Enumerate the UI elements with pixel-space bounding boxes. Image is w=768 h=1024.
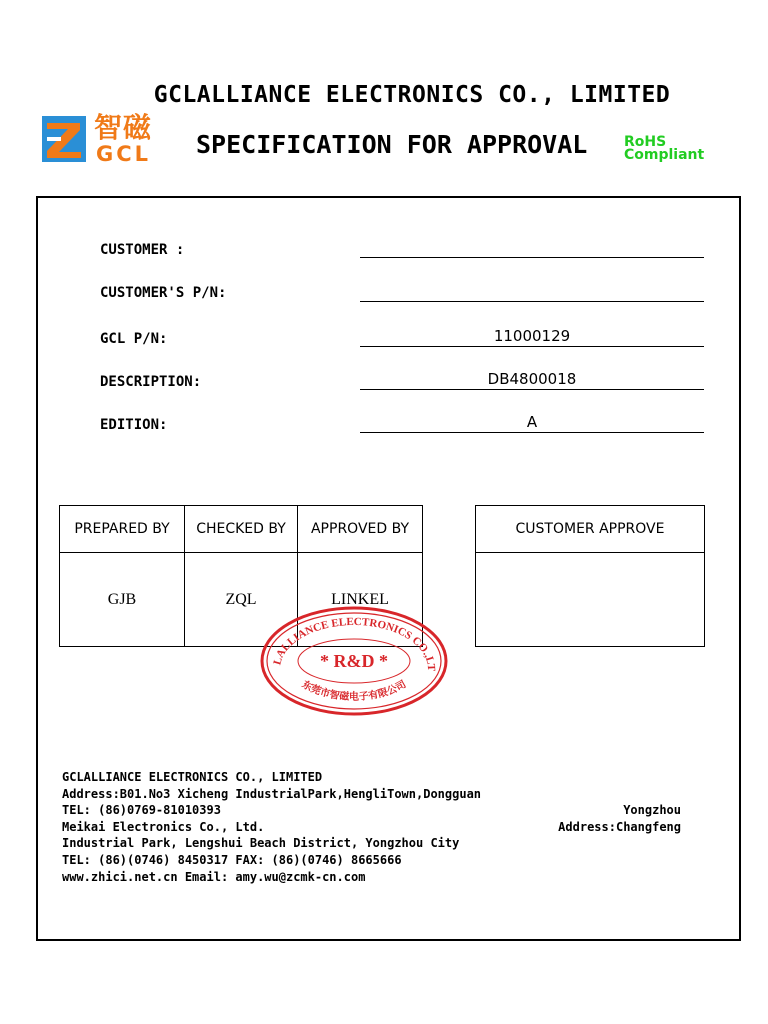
rohs-badge: [624, 136, 704, 162]
footer-address: Address:B01.No3 Xicheng IndustrialPark,HengliTown,Dongguan: [62, 787, 482, 801]
approved-by-value: LINKEL: [298, 553, 423, 647]
stamp-center-text: * R&D *: [320, 651, 388, 671]
customer-pn-line: [360, 301, 704, 302]
rd-stamp: [258, 605, 450, 717]
document-title: SPECIFICATION FOR APPROVAL: [196, 130, 588, 159]
footer-right-address: Address:Changfeng: [558, 820, 681, 834]
gcl-pn-line: [360, 346, 704, 347]
description-value: DB4800018: [487, 370, 577, 388]
footer-web-email: www.zhici.net.cn Email: amy.wu@zcmk-cn.com: [62, 870, 366, 884]
checked-by-header: CHECKED BY: [185, 506, 298, 553]
rohs-line1: RoHS: [624, 134, 667, 150]
checked-by-value: ZQL: [185, 553, 298, 647]
footer-tel: TEL: (86)0769-81010393: [62, 803, 221, 817]
logo-english-name: GCL: [96, 142, 152, 166]
footer-company2: Meikai Electronics Co., Ltd.: [62, 820, 265, 834]
customer-approve-header: CUSTOMER APPROVE: [476, 506, 705, 553]
svg-text:东莞市智磁电子有限公司: [300, 677, 408, 702]
description-label: DESCRIPTION:: [100, 374, 202, 390]
rohs-line2: Compliant: [624, 147, 705, 163]
customer-line: [360, 257, 704, 258]
edition-label: EDITION:: [100, 417, 168, 433]
edition-line: [360, 432, 704, 433]
footer-right-yongzhou: Yongzhou: [623, 803, 681, 817]
approved-by-header: APPROVED BY: [298, 506, 423, 553]
customer-pn-label: CUSTOMER'S P/N:: [100, 285, 227, 301]
stamp-top-text: LALLIANCE ELECTRONICS CO.,LT: [271, 615, 438, 672]
stamp-bottom-text: 东莞市智磁电子有限公司: [299, 679, 409, 703]
footer-address2: Industrial Park, Lengshui Beach District, Yongzhou City: [62, 836, 460, 850]
company-title: GCLALLIANCE ELECTRONICS CO., LIMITED: [153, 82, 671, 108]
logo-chinese-name: 智磁: [94, 111, 153, 144]
gcl-pn-value: 11000129: [493, 327, 571, 345]
description-line: [360, 389, 704, 390]
customer-label: CUSTOMER :: [100, 242, 185, 258]
footer-tel-fax: TEL: (86)(0746) 8450317 FAX: (86)(0746) 8665666: [62, 853, 402, 867]
gcl-logo-icon: [42, 116, 86, 162]
prepared-by-header: PREPARED BY: [60, 506, 185, 553]
gcl-pn-label: GCL P/N:: [100, 331, 168, 347]
prepared-by-value: GJB: [60, 553, 185, 647]
customer-approve-table: [475, 505, 705, 647]
footer-company: GCLALLIANCE ELECTRONICS CO., LIMITED: [62, 770, 323, 784]
customer-approve-cell: [476, 553, 705, 647]
edition-value: A: [526, 413, 538, 431]
